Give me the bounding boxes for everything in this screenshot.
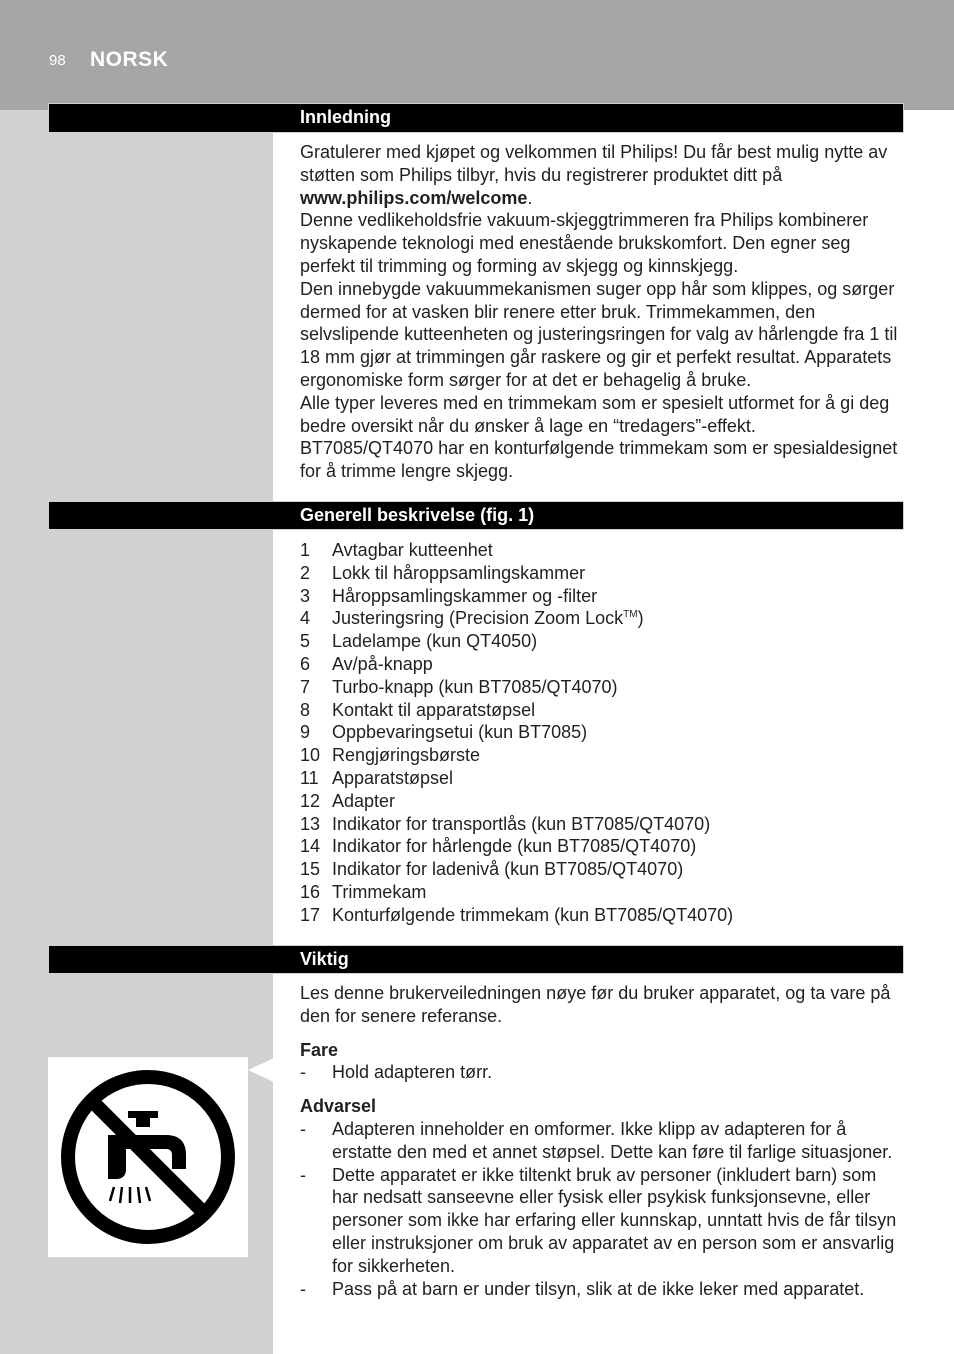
danger-heading: Fare xyxy=(300,1039,339,1060)
intro-text-1: Gratulerer med kjøpet og velkommen til Philips! Du får best mulig nytte av støtten som Philips tilbyr, hvis du registrerer produktet ditt på xyxy=(300,142,888,185)
list-item-label: Oppbevaringsetui (kun BT7085) xyxy=(332,722,588,743)
list-item-text: Pass på at barn er under tilsyn, slik at de ikke leker med apparatet. xyxy=(332,1278,865,1299)
intro-paragraph-3: Den innebygde vakuummekanismen suger opp hår som klippes, og sørger dermed for at vasken blir renere etter bruk. Trimmekammen, den selvslipende kutteenheten og justeringsringen for valg av hårlengde fra 1 til 18 mm gjør at trimmingen går raskere og gir et perfekt resultat. Apparatets ergonomiske form sørger for at det er behagelig å bruke. xyxy=(300,278,898,390)
section-title-intro: Innledning xyxy=(300,107,391,127)
section-bar-intro xyxy=(48,103,904,133)
list-item-number: 7 xyxy=(300,676,311,697)
section-title-important: Viktig xyxy=(300,949,349,969)
list-item-number: 13 xyxy=(300,813,321,834)
list-item-number: 3 xyxy=(300,585,311,606)
list-item-number: 2 xyxy=(300,562,311,583)
list-item-label: Ladelampe (kun QT4050) xyxy=(332,631,538,652)
list-item-number: 10 xyxy=(300,745,321,766)
list-item xyxy=(300,858,906,881)
pictogram-pointer xyxy=(248,1058,274,1082)
list-item-label: Indikator for hårlengde (kun BT7085/QT4070) xyxy=(332,836,697,857)
list-item-label: Adapter xyxy=(332,790,396,811)
intro-paragraph-5: BT7085/QT4070 har en konturfølgende trimmekam som er spesialdesignet for å trimme lengre skjegg. xyxy=(300,438,898,482)
list-item-label: Håroppsamlingskammer og -filter xyxy=(332,585,598,606)
list-item xyxy=(300,630,906,653)
list-item xyxy=(300,721,906,744)
list-item-text xyxy=(332,813,710,836)
list-item-label: Lokk til håroppsamlingskammer xyxy=(332,562,586,583)
list-item-text xyxy=(332,607,644,630)
list-item xyxy=(300,904,906,927)
list-item-number: 5 xyxy=(300,631,311,652)
trademark-sup: TM xyxy=(623,609,638,621)
list-item-text xyxy=(332,562,585,585)
dash-bullet: - xyxy=(300,1164,306,1185)
danger-list xyxy=(300,1061,906,1084)
list-item xyxy=(300,1061,906,1084)
list-item-number: 14 xyxy=(300,836,321,857)
intro-paragraph-1 xyxy=(300,141,906,209)
warning-heading: Advarsel xyxy=(300,1096,377,1117)
list-item-number: 12 xyxy=(300,790,321,811)
list-item xyxy=(300,676,906,699)
list-item xyxy=(300,585,906,608)
welcome-link[interactable]: www.philips.com/welcome xyxy=(300,187,528,208)
dash-bullet: - xyxy=(300,1062,306,1083)
list-item-label: Trimmekam xyxy=(332,881,427,902)
list-item xyxy=(300,699,906,722)
list-item-label: Rengjøringsbørste xyxy=(332,745,481,766)
list-item-number: 6 xyxy=(300,653,311,674)
list-item-number: 15 xyxy=(300,859,321,880)
list-item-text xyxy=(332,653,433,676)
important-intro: Les denne brukerveiledningen nøye før du bruker apparatet, og ta vare på den for senere referanse. xyxy=(300,983,891,1026)
list-item-text xyxy=(332,767,453,790)
page-number: 98 xyxy=(49,52,66,69)
list-item-text xyxy=(332,790,395,813)
list-item-label: Apparatstøpsel xyxy=(332,767,454,788)
list-item-label: Avtagbar kutteenhet xyxy=(332,540,493,560)
list-item-number: 16 xyxy=(300,881,321,902)
section-bar-description xyxy=(48,501,904,530)
list-item-number: 1 xyxy=(300,540,311,560)
list-item-label: Justeringsring (Precision Zoom Lock xyxy=(332,608,624,629)
list-item-text: Dette apparatet er ikke tiltenkt bruk av personer (inkludert barn) som har nedsatt sanseevne eller fysisk eller psykisk funksjonsevne, eller personer som ikke har erfaring eller kunnskap, unntatt hvis de får tilsyn eller instruksjoner om bruk av apparatet av en person som er ansvarlig for sikkerheten. xyxy=(332,1164,897,1276)
intro-body xyxy=(300,141,906,483)
list-item xyxy=(300,653,906,676)
list-item-label: Kontakt til apparatstøpsel xyxy=(332,699,536,720)
list-item-text xyxy=(332,699,535,722)
list-item-text xyxy=(332,721,587,744)
list-item xyxy=(300,790,906,813)
list-item-text xyxy=(332,858,683,881)
list-item xyxy=(300,767,906,790)
list-item-number: 11 xyxy=(300,767,319,788)
list-item-text xyxy=(332,539,493,562)
list-item-label: Konturfølgende trimmekam (kun BT7085/QT4070) xyxy=(332,904,734,925)
list-item xyxy=(300,835,906,858)
list-item-text: Hold adapteren tørr. xyxy=(332,1062,493,1083)
section-bar-important xyxy=(48,945,904,974)
list-item-suffix: ) xyxy=(637,608,644,629)
list-item xyxy=(300,562,906,585)
intro-text-1-end: . xyxy=(527,187,533,208)
list-item-label: Turbo-knapp (kun BT7085/QT4070) xyxy=(332,676,618,697)
list-item xyxy=(300,744,906,767)
dash-bullet: - xyxy=(300,1278,306,1299)
list-item xyxy=(300,813,906,836)
list-item-label: Indikator for ladenivå (kun BT7085/QT4070) xyxy=(332,859,684,880)
list-item xyxy=(300,607,906,630)
list-item xyxy=(300,881,906,904)
list-item-text xyxy=(332,630,537,653)
no-water-icon xyxy=(48,1057,248,1257)
list-item-text: Adapteren inneholder en omformer. Ikke klipp av adapteren for å erstatte den med et annet støpsel. Dette kan føre til farlige situasjoner. xyxy=(332,1118,893,1162)
description-list xyxy=(300,539,906,927)
intro-paragraph-4: Alle typer leveres med en trimmekam som er spesielt utformet for å gi deg bedre oversikt når du ønsker å lage en “tredagers”-effekt. xyxy=(300,392,890,436)
list-item xyxy=(300,1278,906,1301)
list-item-text xyxy=(332,904,733,927)
dash-bullet: - xyxy=(300,1118,306,1139)
list-item xyxy=(300,1164,906,1278)
list-item-text xyxy=(332,585,597,608)
list-item xyxy=(300,1118,906,1164)
list-item-text xyxy=(332,744,480,767)
list-item-label: Indikator for transportlås (kun BT7085/QT4070) xyxy=(332,813,711,834)
intro-paragraph-2: Denne vedlikeholdsfrie vakuum-skjeggtrimmeren fra Philips kombinerer nyskapende teknologi med enestående brukskomfort. Den egner seg perfekt til trimming og forming av skjegg og kinnskjegg. xyxy=(300,210,869,276)
list-item-number: 4 xyxy=(300,608,311,629)
list-item-text xyxy=(332,676,618,699)
list-item-text xyxy=(332,835,696,858)
warning-pictogram-box xyxy=(48,1057,248,1257)
warning-list xyxy=(300,1118,906,1300)
list-item-number: 17 xyxy=(300,904,321,925)
language-title: NORSK xyxy=(90,48,169,71)
list-item-label: Av/på-knapp xyxy=(332,653,433,674)
list-item-number: 8 xyxy=(300,699,311,720)
important-body xyxy=(300,982,906,1300)
list-item-text xyxy=(332,881,426,904)
list-item-number: 9 xyxy=(300,722,311,743)
list-item xyxy=(300,539,906,562)
section-title-description: Generell beskrivelse (fig. 1) xyxy=(300,505,535,525)
